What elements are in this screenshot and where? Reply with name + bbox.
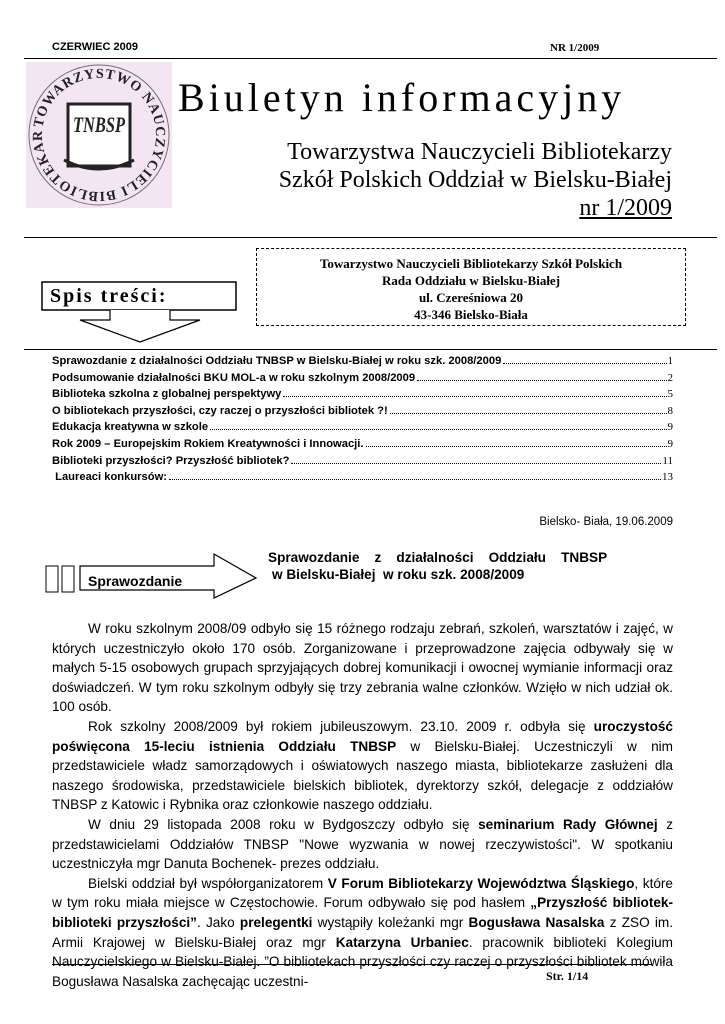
table-of-contents <box>52 355 673 488</box>
toc-leader <box>291 462 661 464</box>
article-body <box>52 619 673 991</box>
toc-entry-page: 11 <box>662 454 673 467</box>
toc-entry-title: Sprawozdanie z działalności Oddziału TNBSP w Bielsku-Białej w roku szk. 2008/2009 <box>52 355 502 367</box>
toc-entry[interactable] <box>52 372 673 389</box>
bulletin-number: nr 1/2009 <box>579 195 672 221</box>
address-line-1: Towarzystwo Nauczycieli Bibliotekarzy Szkół Polskich <box>319 256 623 271</box>
logo-monogram: TNBSP <box>73 112 126 137</box>
toc-entry-page: 8 <box>667 404 673 417</box>
section-heading-line-2: w Bielsku-Białej w roku szk. 2008/2009 <box>272 567 525 582</box>
toc-leader <box>169 478 661 480</box>
toc-leader <box>417 379 666 381</box>
toc-entry[interactable] <box>52 405 673 422</box>
toc-leader <box>503 362 666 364</box>
toc-entry-page: 5 <box>667 388 673 401</box>
toc-entry-title: Biblioteki przyszłości? Przyszłość bibliotek? <box>52 454 290 467</box>
page-number: Str. 1/14 <box>546 969 589 983</box>
toc-entry[interactable] <box>52 455 673 472</box>
subtitle-line-2: Szkół Polskich Oddział w Bielsku-Białej <box>278 167 672 193</box>
toc-entry-page: 1 <box>667 355 673 367</box>
subtitle-line-1: Towarzystwa Nauczycieli Bibliotekarzy <box>287 139 672 165</box>
toc-entry[interactable] <box>52 355 673 372</box>
article-paragraph: Rok szkolny 2008/2009 był rokiem jubileuszowym. 23.10. 2009 r. odbyła się uroczystość poświęcona 15-leciu istnienia Oddziału TNBSP w Bielsku-Białej. Uczestniczyli w nim przedstawiciele władz samorządowych i oświatowych naszego miasta, bibliotekarze zasłużeni dla naszego środowiska, przedstawiciele bielskich bibliotek, dyrektorzy szkół, delegacje z oddziałów TNBSP z Katowic i Rybnika oraz członkowie naszego oddziału. <box>52 718 673 813</box>
toc-entry-title: Podsumowanie działalności BKU MOL-a w roku szkolnym 2008/2009 <box>52 371 416 384</box>
article-paragraph: W dniu 29 listopada 2008 roku w Bydgoszczy odbyło się seminarium Rady Głównej z przedstawicielami Oddziałów TNBSP "Nowe wyzwania w nowej rzeczywistości". W spotkaniu uczestniczyła mgr Danuta Bochenek- prezes oddziału. <box>52 816 673 872</box>
toc-entry-title: Rok 2009 – Europejskim Rokiem Kreatywności i Innowacji. <box>52 437 364 450</box>
toc-leader <box>366 445 667 447</box>
toc-entry[interactable] <box>52 471 673 488</box>
article-paragraph: W roku szkolnym 2008/09 odbyło się 15 różnego rodzaju zebrań, szkoleń, warsztatów i zajęć, w których uczestniczyło około 170 osób. Zorganizowane i przeprowadzone zajęcia odbywały się w małych 5-15 osobowych grupach sprzyjających dobrej komunikacji i owocnej wymianie informacji oraz doświadczeń. W tym roku szkolnym odbyły się trzy zebrania walne członków. Wzięło w nich udział ok. 100 osób. <box>52 621 673 715</box>
toc-entry[interactable] <box>52 388 673 405</box>
toc-leader <box>283 395 666 397</box>
section-heading-line-1: Sprawozdanie z działalności Oddziału TNBSP <box>268 550 608 565</box>
toc-entry-page: 9 <box>667 421 673 434</box>
toc-rule <box>24 349 717 350</box>
toc-leader <box>210 428 666 430</box>
bulletin-subtitle <box>212 138 672 222</box>
toc-entry-page: 13 <box>662 471 673 484</box>
toc-leader <box>390 412 667 414</box>
logo-ring-text: TOWARZYSTWO NAUCZYCIELI BIBLIOTEKAR <box>30 66 168 204</box>
tnbsp-logo-graphic <box>24 60 174 210</box>
tnbsp-logo <box>24 60 174 210</box>
toc-entry-title: O bibliotekach przyszłości, czy raczej o przyszłości bibliotek ?! <box>52 404 388 417</box>
issue-month: CZERWIEC 2009 <box>52 41 138 53</box>
toc-entry[interactable] <box>52 438 673 455</box>
toc-entry-title: Laureaci konkursów: <box>52 471 168 484</box>
section-heading <box>268 549 673 583</box>
bulletin-title: Biuletyn informacyjny <box>178 75 626 120</box>
address-line-3: ul. Czereśniowa 20 <box>418 290 524 305</box>
dateline: Bielsko- Biała, 19.06.2009 <box>539 516 673 528</box>
address-box <box>256 248 686 326</box>
toc-entry[interactable] <box>52 421 673 438</box>
section-label: Sprawozdanie <box>88 573 183 589</box>
header-rule <box>24 58 717 59</box>
masthead-rule <box>24 237 717 238</box>
address-line-4: 43-346 Bielsko-Biała <box>414 307 528 322</box>
footer-rule <box>52 964 652 965</box>
toc-entry-title: Biblioteka szkolna z globalnej perspektywy <box>52 388 282 401</box>
toc-entry-title: Edukacja kreatywna w szkole <box>52 421 209 434</box>
address-line-2: Rada Oddziału w Bielsku-Białej <box>381 273 561 288</box>
toc-entry-page: 9 <box>667 437 673 450</box>
article-paragraph: Bielski oddział był współorganizatorem V Forum Bibliotekarzy Województwa Śląskiego, które w tym roku miała miejsce w Częstochowie. Forum odbywało się pod hasłem „Przyszłość bibliotek- biblioteki przyszłości”. Jako prelegentki wystąpiły koleżanki mgr Bogusława Nasalska z ZSO im. Armii Krajowej w Bielsku-Białej oraz mgr Katarzyna Urbaniec. pracownik biblioteki Kolegium Nauczycielskiego w Bielsku-Białej. ”O bibliotekach przyszłości czy raczej o przyszłości bibliotek mówiła Bogusława Nasalska zachęcając uczestni- <box>52 875 673 989</box>
toc-heading: Spis treści: <box>50 285 168 307</box>
issue-number: NR 1/2009 <box>550 42 600 54</box>
toc-entry-page: 2 <box>667 371 673 384</box>
